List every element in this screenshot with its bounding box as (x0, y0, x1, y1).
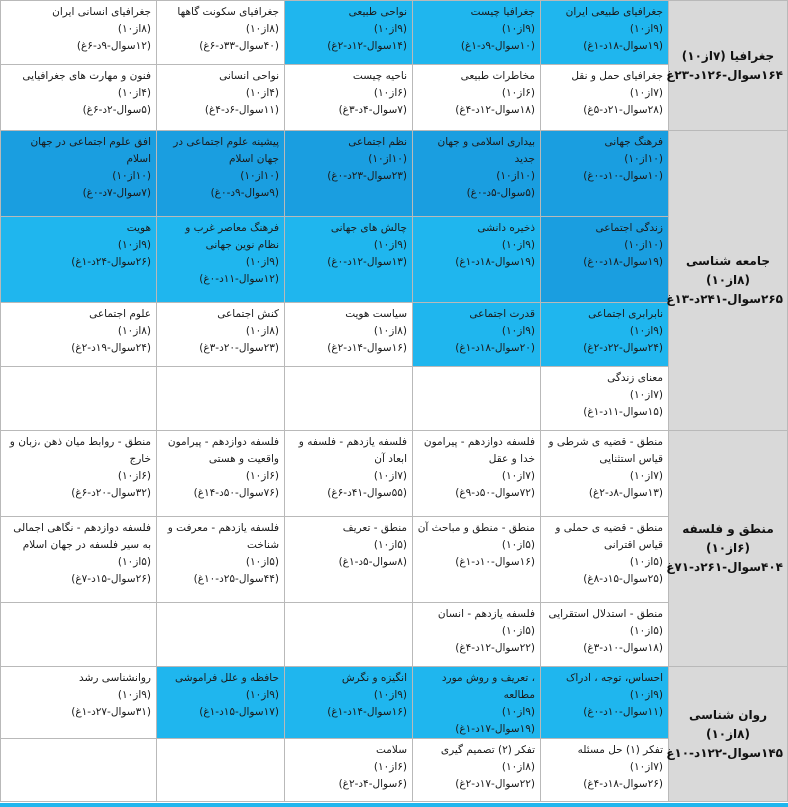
topic-score: (۹از۱۰) (501, 23, 535, 35)
topic-title: فنون و مهارت های جغرافیایی (22, 70, 151, 82)
topic-cell (541, 667, 669, 739)
topic-cell (157, 131, 285, 217)
topic-cell (285, 65, 413, 131)
topic-score: (۹از۱۰) (245, 689, 279, 701)
topic-cell (285, 603, 413, 667)
topic-cell (285, 217, 413, 303)
topic-title: بیداری اسلامی و جهان جدید (437, 136, 535, 165)
topic-stats: (۵سوال-۲د-۶غ) (82, 104, 151, 116)
topic-stats: (۱۳سوال-۸د-۲غ) (588, 487, 663, 499)
topic-stats: (۱۱سوال-۱۰د-۰غ) (583, 706, 663, 718)
topic-score: (۸از۱۰) (373, 325, 407, 337)
table-row (1, 1, 788, 65)
topic-cell (1, 217, 157, 303)
topic-title: منطق - روابط میان ذهن ،زبان و خارج (9, 436, 151, 465)
table-row (1, 131, 788, 217)
topic-stats: (۱۹سوال-۱۸د-۱غ) (455, 256, 535, 268)
topic-stats: (۲۳سوال-۲۳د-۰غ) (327, 170, 407, 182)
topic-score: (۵از۱۰) (373, 539, 407, 551)
topic-title: انگیزه و نگرش (341, 672, 407, 684)
topic-cell (157, 303, 285, 367)
topic-score: (۶از۱۰) (373, 87, 407, 99)
topic-stats: (۱۶سوال-۱۴د-۱غ) (327, 706, 407, 718)
topic-score: (۷از۱۰) (629, 761, 663, 773)
topic-stats: (۲۰سوال-۱۸د-۱غ) (455, 342, 535, 354)
topic-title: فرهنگ جهانی (604, 136, 663, 148)
table-body (1, 1, 788, 802)
topic-stats: (۷۲سوال-۵۰د-۹غ) (455, 487, 535, 499)
topic-cell (285, 517, 413, 603)
topic-title: فرهنگ معاصر غرب و نظام نوین جهانی (185, 222, 279, 251)
topic-title: جغرافیای سکونت گاهها (177, 6, 279, 18)
topic-score: (۵از۱۰) (501, 625, 535, 637)
topic-score: (۶از۱۰) (245, 470, 279, 482)
topic-cell (285, 1, 413, 65)
topic-cell (1, 603, 157, 667)
topic-cell (413, 131, 541, 217)
topic-stats: (۱۲سوال-۱۱د-۰غ) (199, 273, 279, 285)
topic-score: (۹از۱۰) (117, 689, 151, 701)
topic-score: (۱۰از۱۰) (624, 239, 663, 251)
topic-title: منطق - منطق و مباحث آن (417, 522, 535, 534)
topic-stats: (۱۱سوال-۶د-۴غ) (204, 104, 279, 116)
topic-cell (413, 603, 541, 667)
topic-stats: (۱۸سوال-۱۲د-۴غ) (455, 104, 535, 116)
topic-cell (157, 65, 285, 131)
topic-cell (413, 431, 541, 517)
topic-stats: (۱۵سوال-۱۱د-۱غ) (583, 406, 663, 418)
topic-score: (۹از۱۰) (373, 23, 407, 35)
topic-score: (۵از۱۰) (117, 556, 151, 568)
table-row (1, 431, 788, 517)
topic-title: جغرافیای حمل و نقل (571, 70, 663, 82)
subject-header: منطق و فلسفه (۶از۱۰) ۴۰۴سوال-۲۶۱د-۷۱غ (669, 431, 788, 667)
topic-cell (413, 1, 541, 65)
topic-cell (285, 667, 413, 739)
topic-cell (285, 431, 413, 517)
topic-cell (541, 739, 669, 802)
topic-cell (1, 131, 157, 217)
topic-cell (541, 517, 669, 603)
topic-title: هویت (126, 222, 151, 234)
topic-stats: (۱۴سوال-۱۲د-۲غ) (327, 40, 407, 52)
topic-cell (157, 431, 285, 517)
topic-score: (۸از۱۰) (117, 23, 151, 35)
topic-score: (۹از۱۰) (117, 239, 151, 251)
topic-cell (157, 367, 285, 431)
topic-cell (1, 1, 157, 65)
topic-score: (۹از۱۰) (245, 256, 279, 268)
topic-stats: (۲۲سوال-۱۲د-۴غ) (455, 642, 535, 654)
topic-stats: (۱۲سوال-۹د-۶غ) (76, 40, 151, 52)
topic-score: (۹از۱۰) (629, 23, 663, 35)
topic-score: (۱۰از۱۰) (112, 170, 151, 182)
topic-cell (157, 517, 285, 603)
topic-stats: (۲۶سوال-۲۴د-۱غ) (71, 256, 151, 268)
topic-title: زندگی اجتماعی (595, 222, 663, 234)
topic-cell (413, 517, 541, 603)
topic-score: (۵از۱۰) (629, 625, 663, 637)
topic-score: (۶از۱۰) (117, 470, 151, 482)
topic-stats: (۱۸سوال-۱۰د-۳غ) (583, 642, 663, 654)
topic-title: افق علوم اجتماعی در جهان اسلام (30, 136, 151, 165)
topic-score: (۹از۱۰) (501, 325, 535, 337)
topic-cell (541, 431, 669, 517)
topic-title: فلسفه یازدهم - انسان (437, 608, 535, 620)
topic-cell (157, 739, 285, 802)
topic-stats: (۷۶سوال-۵۰د-۱۴غ) (193, 487, 279, 499)
topic-cell (413, 303, 541, 367)
topic-title: جغرافیای طبیعی ایران (565, 6, 663, 18)
topic-cell (1, 431, 157, 517)
subject-header: جغرافیا (۷از۱۰) ۱۶۴سوال-۱۲۶د-۲۳غ (669, 1, 788, 131)
topic-cell (541, 303, 669, 367)
topic-cell (157, 1, 285, 65)
topic-cell (1, 739, 157, 802)
topic-score: (۹از۱۰) (373, 689, 407, 701)
topic-score: (۱۰از۱۰) (496, 170, 535, 182)
topic-title: چالش های جهانی (330, 222, 407, 234)
topic-title: روانشناسی رشد (79, 672, 151, 684)
topic-stats: (۲۶سوال-۱۵د-۷غ) (71, 573, 151, 585)
topic-score: (۸از۱۰) (245, 325, 279, 337)
topic-score: (۴از۱۰) (117, 87, 151, 99)
topic-title: فلسفه یازدهم - فلسفه و ابعاد آن (298, 436, 407, 465)
topic-score: (۹از۱۰) (501, 239, 535, 251)
topic-cell (413, 667, 541, 739)
topic-title: منطق - استدلال استقرایی (548, 608, 663, 620)
topic-title: معنای زندگی (607, 372, 663, 384)
topic-score: (۵از۱۰) (629, 556, 663, 568)
topic-title: حافظه و علل فراموشی (174, 672, 279, 684)
topic-title: نواحی انسانی (219, 70, 279, 82)
topic-title: قدرت اجتماعی (469, 308, 535, 320)
topic-stats: (۱۳سوال-۱۲د-۰غ) (327, 256, 407, 268)
topic-stats: (۱۶سوال-۱۰د-۱غ) (455, 556, 535, 568)
topic-score: (۷از۱۰) (501, 470, 535, 482)
topic-cell (157, 667, 285, 739)
topic-stats: (۳۱سوال-۲۷د-۱غ) (71, 706, 151, 718)
topic-cell (1, 667, 157, 739)
topic-title: سلامت (376, 744, 407, 756)
topic-cell (1, 517, 157, 603)
topic-title: تفکر (۲) تصمیم گیری (440, 744, 535, 756)
topic-stats: (۲۴سوال-۲۲د-۲غ) (583, 342, 663, 354)
subject-header: جامعه شناسی (۸از۱۰) ۲۶۵سوال-۲۴۱د-۱۳غ (669, 131, 788, 431)
topic-stats: (۲۸سوال-۲۱د-۵غ) (583, 104, 663, 116)
topic-cell (541, 603, 669, 667)
topic-cell (413, 739, 541, 802)
topic-cell (157, 217, 285, 303)
topic-cell (285, 131, 413, 217)
topic-cell (1, 367, 157, 431)
topic-score: (۹از۱۰) (629, 689, 663, 701)
topic-score: (۴از۱۰) (245, 87, 279, 99)
topic-cell (541, 217, 669, 303)
topic-title: مخاطرات طبیعی (460, 70, 535, 82)
topic-title: منطق - قضیه ی شرطی و قیاس استثنایی (548, 436, 663, 465)
topic-title: منطق - قضیه ی حملی و قیاس اقترانی (555, 522, 663, 551)
topic-title: جغرافیای انسانی ایران (52, 6, 151, 18)
topic-stats: (۱۰سوال-۱۰د-۰غ) (583, 170, 663, 182)
topic-cell (541, 131, 669, 217)
topic-stats: (۳۲سوال-۲۰د-۶غ) (71, 487, 151, 499)
topic-stats: (۵سوال-۵د-۰غ) (466, 187, 535, 199)
topic-title: تفکر (۱) حل مسئله (577, 744, 663, 756)
topic-stats: (۲۲سوال-۱۷د-۲غ) (455, 778, 535, 790)
topic-title: احساس، توجه ، ادراک (565, 672, 663, 684)
topic-title: نظم اجتماعی (348, 136, 407, 148)
topic-cell (157, 603, 285, 667)
subject-header: روان شناسی (۸از۱۰) ۱۴۵سوال-۱۲۲د-۱۰غ (669, 667, 788, 802)
table-row (1, 667, 788, 739)
topic-title: فلسفه دوازدهم - نگاهی اجمالی به سیر فلسفه در جهان اسلام (13, 522, 151, 551)
topic-cell (541, 65, 669, 131)
topic-title: سیاست هویت (345, 308, 407, 320)
topic-cell (413, 65, 541, 131)
topic-score: (۶از۱۰) (373, 761, 407, 773)
topic-cell (285, 367, 413, 431)
topic-score: (۹از۱۰) (373, 239, 407, 251)
topic-stats: (۷سوال-۴د-۳غ) (338, 104, 407, 116)
topic-title: فلسفه دوازدهم - پیرامون واقعیت و هستی (167, 436, 279, 465)
topic-stats: (۴۴سوال-۲۵د-۱۰غ) (193, 573, 279, 585)
topic-score: (۸از۱۰) (501, 761, 535, 773)
topic-score: (۱۰از۱۰) (624, 153, 663, 165)
topic-score: (۵از۱۰) (501, 539, 535, 551)
topic-score: (۷از۱۰) (629, 87, 663, 99)
topic-cell (413, 217, 541, 303)
topic-title: علوم اجتماعی (89, 308, 151, 320)
topic-score: (۷از۱۰) (629, 389, 663, 401)
topic-score: (۷از۱۰) (629, 470, 663, 482)
topic-score: (۵از۱۰) (245, 556, 279, 568)
topic-title: نواحی طبیعی (348, 6, 407, 18)
topic-cell (1, 65, 157, 131)
topic-score: (۱۰از۱۰) (240, 170, 279, 182)
topic-stats: (۱۹سوال-۱۷د-۱غ) (455, 723, 535, 735)
topic-stats: (۱۹سوال-۱۸د-۱غ) (583, 40, 663, 52)
topic-stats: (۶سوال-۴د-۲غ) (338, 778, 407, 790)
topic-stats: (۲۳سوال-۲۰د-۳غ) (199, 342, 279, 354)
topic-cell (541, 367, 669, 431)
topic-title: کنش اجتماعی (217, 308, 279, 320)
topic-title: ، تعریف و روش مورد مطالعه (441, 672, 535, 701)
topic-title: ذخیره دانشی (477, 222, 535, 234)
topic-score: (۹از۱۰) (501, 706, 535, 718)
topic-stats: (۱۰سوال-۹د-۱غ) (460, 40, 535, 52)
topic-score: (۷از۱۰) (373, 470, 407, 482)
topic-title: فلسفه دوازدهم - پیرامون خدا و عقل (423, 436, 535, 465)
topic-score: (۸از۱۰) (245, 23, 279, 35)
topic-score: (۱۰از۱۰) (368, 153, 407, 165)
topic-cell (285, 739, 413, 802)
topic-title: ناحیه چیست (352, 70, 407, 82)
topic-score: (۹از۱۰) (629, 325, 663, 337)
topic-stats: (۱۷سوال-۱۵د-۱غ) (199, 706, 279, 718)
topic-stats: (۲۶سوال-۱۸د-۴غ) (583, 778, 663, 790)
topic-cell (1, 303, 157, 367)
topic-stats: (۱۶سوال-۱۴د-۲غ) (327, 342, 407, 354)
topic-title: پیشینه علوم اجتماعی در جهان اسلام (173, 136, 279, 165)
topic-stats: (۲۴سوال-۱۹د-۲غ) (71, 342, 151, 354)
topic-score: (۶از۱۰) (501, 87, 535, 99)
topic-title: جغرافیا چیست (470, 6, 535, 18)
next-row-strip (0, 803, 788, 807)
topic-cell (285, 303, 413, 367)
topic-cell (413, 367, 541, 431)
topic-stats: (۴۰سوال-۳۳د-۶غ) (199, 40, 279, 52)
topic-score: (۸از۱۰) (117, 325, 151, 337)
topic-stats: (۷سوال-۷د-۰غ) (82, 187, 151, 199)
topic-title: منطق - تعریف (342, 522, 407, 534)
topic-title: نابرابری اجتماعی (588, 308, 663, 320)
topic-title: فلسفه یازدهم - معرفت و شناخت (167, 522, 279, 551)
topic-cell (541, 1, 669, 65)
topic-stats: (۱۹سوال-۱۸د-۰غ) (583, 256, 663, 268)
topic-stats: (۵۵سوال-۴۱د-۶غ) (327, 487, 407, 499)
topic-stats: (۹سوال-۹د-۰غ) (210, 187, 279, 199)
topic-stats: (۸سوال-۵د-۱غ) (338, 556, 407, 568)
topic-stats: (۲۵سوال-۱۵د-۸غ) (583, 573, 663, 585)
